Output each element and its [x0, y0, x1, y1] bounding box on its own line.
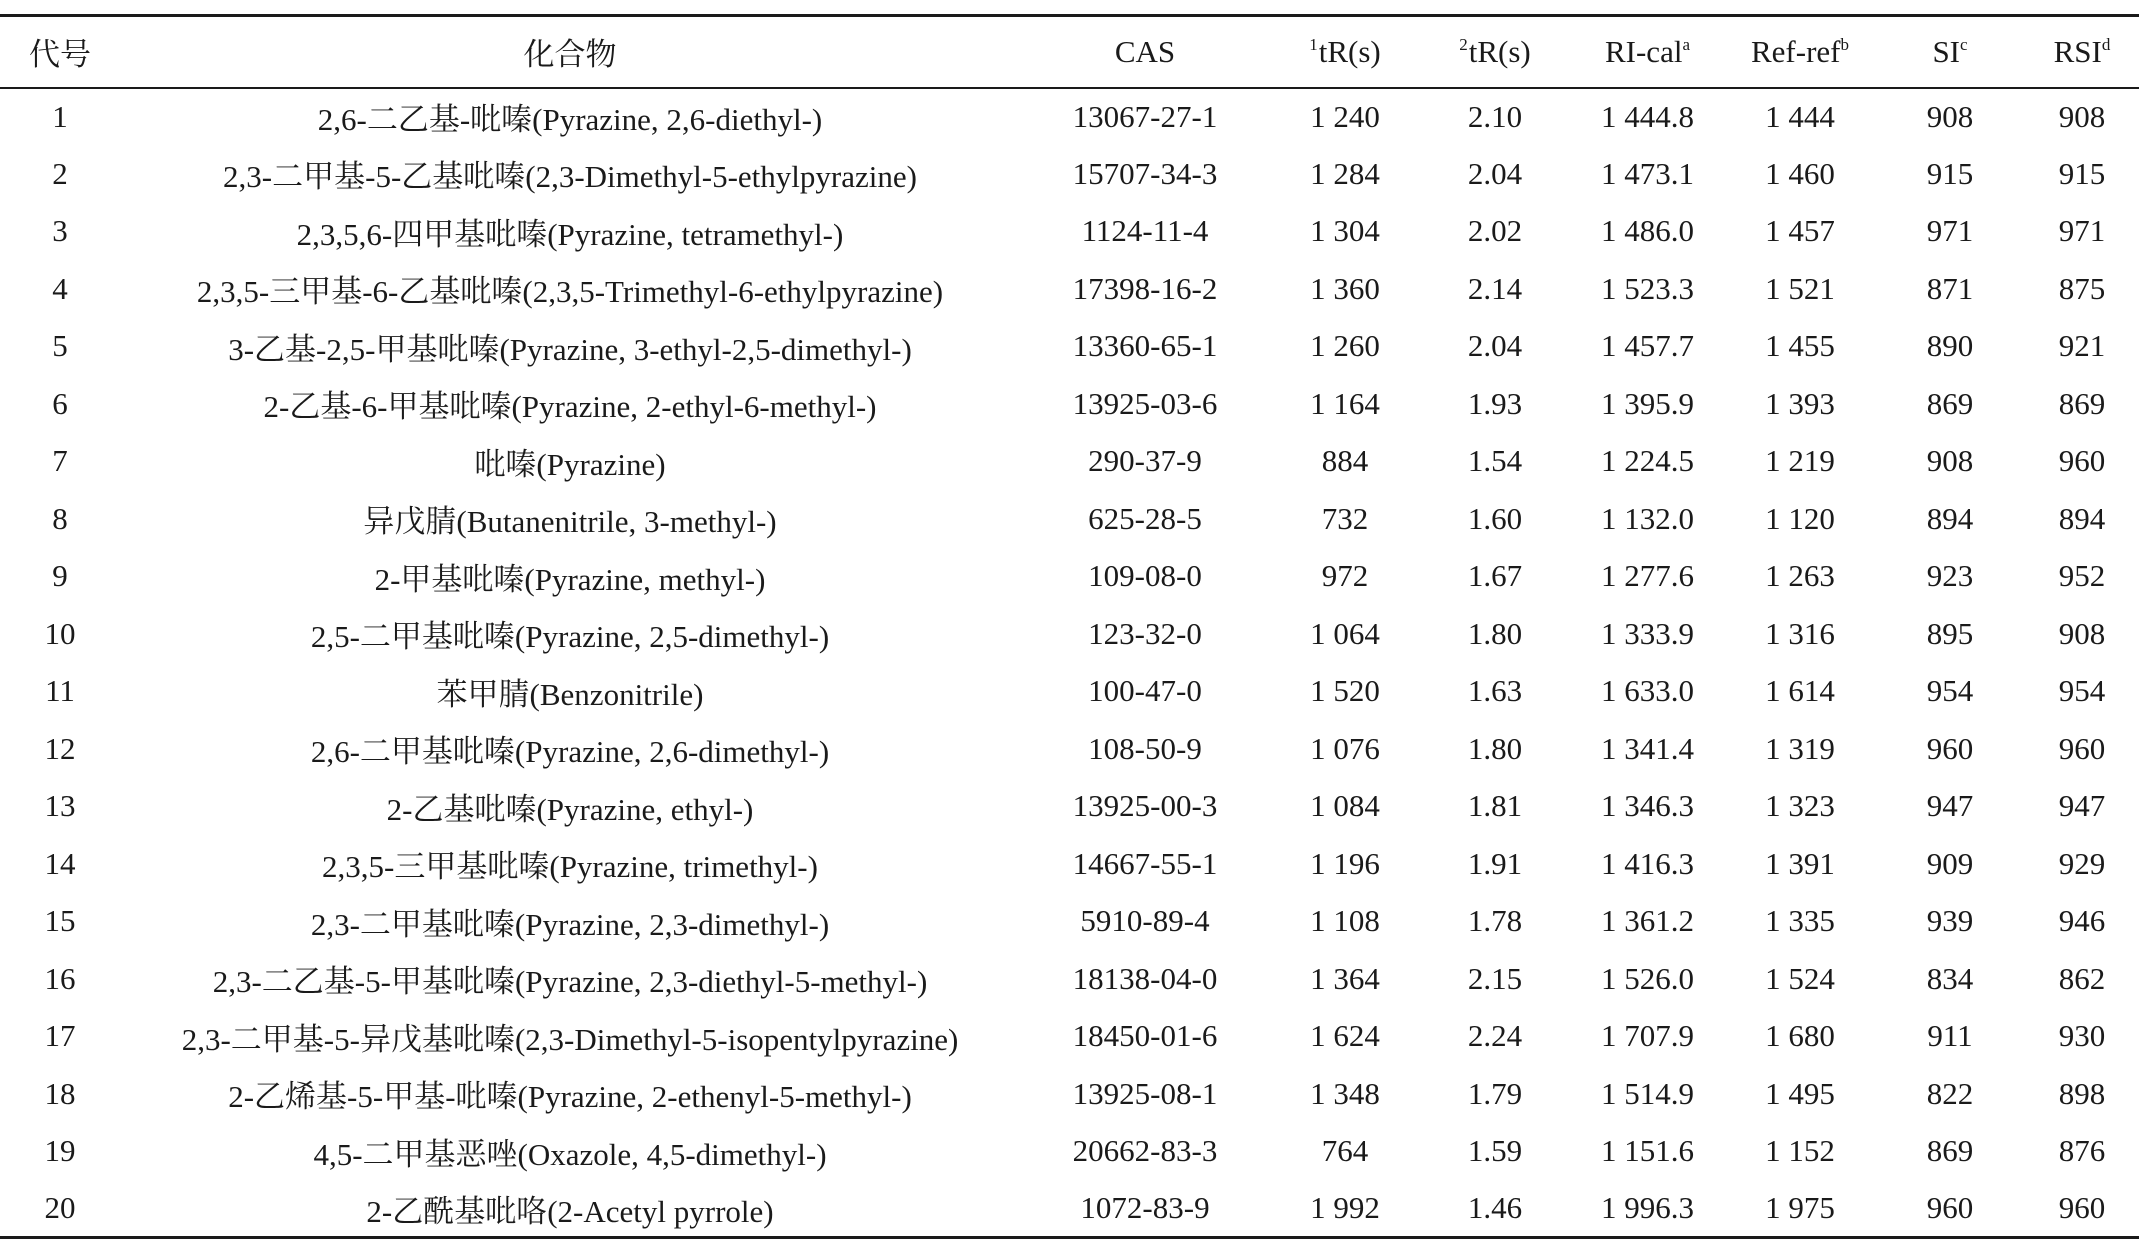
cell-cas: 18138-04-0: [1072, 960, 1218, 996]
cell-cas: 1072-83-9: [1020, 1180, 1270, 1238]
table-row: [0, 1180, 2139, 1238]
cell-rsi: 947: [2058, 788, 2106, 824]
cell-ri-cal: 1 132.0: [1601, 500, 1694, 536]
header-ri-cal: [1570, 16, 1725, 88]
cell-ri-cal: 1 633.0: [1601, 673, 1694, 709]
cell-code: 14: [44, 845, 76, 881]
cell-cas: 18450-01-6: [1072, 1018, 1218, 1054]
cell-cas: 13360-65-1: [1072, 328, 1218, 364]
cell-cas: 625-28-5: [1088, 500, 1202, 536]
cell-cas: 123-32-0: [1088, 615, 1202, 651]
cell-compound: 3-乙基-2,5-甲基吡嗪(Pyrazine, 3-ethyl-2,5-dimethyl-): [228, 331, 912, 367]
header-ref-ref: [1725, 16, 1875, 88]
cell-cas: 14667-55-1: [1072, 845, 1218, 881]
cell-second-retention-time: 2.04: [1467, 328, 1523, 364]
cell-ref-ref: 1 614: [1765, 673, 1835, 709]
cell-si: 908: [1926, 98, 1974, 134]
header-code: 代号: [0, 16, 120, 88]
cell-ref-ref: 1 444: [1765, 98, 1835, 134]
cell-second-retention-time: 2.24: [1467, 1018, 1523, 1054]
table-row: [0, 663, 2139, 721]
cell-rsi: 894: [2058, 500, 2106, 536]
cell-second-retention-time: 1.80: [1467, 615, 1523, 651]
header-second-retention-time: [1420, 16, 1570, 88]
cell-rsi: 930: [2058, 1018, 2106, 1054]
table-row: [0, 548, 2139, 606]
cell-code: 6: [52, 385, 68, 421]
cell-cas: 17398-16-2: [1072, 270, 1218, 306]
cell-code: 19: [44, 1133, 76, 1169]
cell-rsi: 908: [2058, 98, 2106, 134]
cell-first-retention-time: 1 520: [1310, 673, 1380, 709]
cell-first-retention-time: 1 076: [1310, 730, 1380, 766]
cell-ri-cal: 1 395.9: [1601, 385, 1694, 421]
cell-cas: 13067-27-1: [1072, 98, 1218, 134]
cell-first-retention-time: 1 348: [1310, 1075, 1380, 1111]
header-si-note: c: [1960, 34, 1968, 54]
cell-first-retention-time: 1 304: [1310, 213, 1380, 249]
cell-first-retention-time: 1 064: [1310, 615, 1380, 651]
cell-rsi: 915: [2058, 155, 2106, 191]
cell-ri-cal: 1 224.5: [1601, 443, 1694, 479]
cell-cas: 1124-11-4: [1081, 213, 1209, 249]
cell-code: 11: [45, 673, 75, 709]
cell-first-retention-time: 1 624: [1310, 1018, 1380, 1054]
cell-ref-ref: 1 335: [1765, 903, 1835, 939]
cell-si: 939: [1926, 903, 1974, 939]
cell-compound: 2,6-二乙基-吡嗪(Pyrazine, 2,6-diethyl-): [317, 102, 823, 138]
cell-si: 971: [1926, 213, 1974, 249]
cell-first-retention-time: 1 992: [1270, 1180, 1420, 1238]
cell-first-retention-time: 732: [1321, 500, 1369, 536]
cell-si: 909: [1926, 845, 1974, 881]
cell-compound: 2-乙基-6-甲基吡嗪(Pyrazine, 2-ethyl-6-methyl-): [263, 389, 877, 425]
cell-ri-cal: 1 361.2: [1601, 903, 1694, 939]
cell-compound: 2,5-二甲基吡嗪(Pyrazine, 2,5-dimethyl-): [310, 619, 830, 655]
cell-compound: 2-乙酰基吡咯(2-Acetyl pyrrole): [120, 1180, 1020, 1238]
table-row: [0, 1123, 2139, 1181]
cell-rsi: 954: [2058, 673, 2106, 709]
cell-si: 869: [1926, 385, 1974, 421]
cell-code: 8: [52, 500, 68, 536]
header-first-retention-time-label: tR(s): [1318, 33, 1381, 69]
cell-compound: 吡嗪(Pyrazine): [474, 446, 666, 482]
cell-second-retention-time: 1.63: [1467, 673, 1523, 709]
cell-si: 894: [1926, 500, 1974, 536]
cell-si: 908: [1926, 443, 1974, 479]
header-compound: 化合物: [120, 16, 1020, 88]
cell-rsi: 908: [2058, 615, 2106, 651]
cell-code: 2: [52, 155, 68, 191]
cell-ref-ref: 1 316: [1765, 615, 1835, 651]
cell-first-retention-time: 1 240: [1310, 98, 1380, 134]
table-row: [0, 778, 2139, 836]
table-row: [0, 1065, 2139, 1123]
table-header: [0, 16, 2139, 88]
cell-compound: 2,3,5,6-四甲基吡嗪(Pyrazine, tetramethyl-): [296, 216, 844, 252]
cell-si: 915: [1926, 155, 1974, 191]
cell-first-retention-time: 1 260: [1310, 328, 1380, 364]
cell-second-retention-time: 1.78: [1467, 903, 1523, 939]
cell-compound: 2,3-二甲基-5-乙基吡嗪(2,3-Dimethyl-5-ethylpyrazine): [223, 159, 917, 195]
cell-first-retention-time: 764: [1321, 1133, 1369, 1169]
cell-ri-cal: 1 333.9: [1601, 615, 1694, 651]
cell-second-retention-time: 1.59: [1467, 1133, 1523, 1169]
table-row: [0, 88, 2139, 146]
cell-code: 9: [52, 558, 68, 594]
cell-first-retention-time: 1 108: [1310, 903, 1380, 939]
cell-cas: 13925-00-3: [1072, 788, 1218, 824]
cell-code: 5: [52, 328, 68, 364]
cell-ri-cal: 1 523.3: [1601, 270, 1694, 306]
table-row: [0, 375, 2139, 433]
table-row: [0, 433, 2139, 491]
cell-second-retention-time: 1.91: [1467, 845, 1523, 881]
cell-second-retention-time: 1.67: [1467, 558, 1523, 594]
cell-ri-cal: 1 486.0: [1601, 213, 1694, 249]
cell-code: 12: [44, 730, 76, 766]
cell-first-retention-time: 1 364: [1310, 960, 1380, 996]
header-rsi: [2025, 16, 2139, 88]
cell-rsi: 898: [2058, 1075, 2106, 1111]
cell-code: 15: [44, 903, 76, 939]
cell-ref-ref: 1 495: [1765, 1075, 1835, 1111]
table-row: [0, 835, 2139, 893]
header-ref-ref-note: b: [1840, 34, 1849, 54]
cell-cas: 13925-08-1: [1072, 1075, 1218, 1111]
header-rsi-label: RSI: [2053, 33, 2102, 69]
cell-compound: 2,3,5-三甲基吡嗪(Pyrazine, trimethyl-): [322, 849, 818, 885]
cell-cas: 290-37-9: [1088, 443, 1202, 479]
top-spacing: [0, 0, 2139, 14]
cell-ri-cal: 1 707.9: [1601, 1018, 1694, 1054]
cell-ref-ref: 1 323: [1765, 788, 1835, 824]
cell-compound: 苯甲腈(Benzonitrile): [436, 676, 704, 712]
cell-code: 13: [44, 788, 76, 824]
cell-compound: 4,5-二甲基恶唑(Oxazole, 4,5-dimethyl-): [313, 1136, 827, 1172]
cell-ref-ref: 1 524: [1765, 960, 1835, 996]
cell-cas: 13925-03-6: [1072, 385, 1218, 421]
cell-second-retention-time: 2.04: [1467, 155, 1523, 191]
cell-second-retention-time: 2.10: [1467, 98, 1523, 134]
cell-ri-cal: 1 996.3: [1570, 1180, 1725, 1238]
cell-compound: 异戊腈(Butanenitrile, 3-methyl-): [363, 504, 777, 540]
cell-second-retention-time: 1.46: [1420, 1180, 1570, 1238]
cell-code: 18: [44, 1075, 76, 1111]
cell-ref-ref: 1 120: [1765, 500, 1835, 536]
table-row: [0, 260, 2139, 318]
cell-rsi: 960: [2058, 730, 2106, 766]
cell-first-retention-time: 1 084: [1310, 788, 1380, 824]
cell-rsi: 952: [2058, 558, 2106, 594]
cell-first-retention-time: 1 164: [1310, 385, 1380, 421]
cell-second-retention-time: 2.02: [1467, 213, 1523, 249]
cell-ri-cal: 1 514.9: [1601, 1075, 1694, 1111]
cell-ref-ref: 1 521: [1765, 270, 1835, 306]
table-row: [0, 490, 2139, 548]
cell-cas: 20662-83-3: [1072, 1133, 1218, 1169]
cell-compound: 2,3-二乙基-5-甲基吡嗪(Pyrazine, 2,3-diethyl-5-methyl-): [212, 964, 928, 1000]
cell-rsi: 971: [2058, 213, 2106, 249]
cell-ri-cal: 1 457.7: [1601, 328, 1694, 364]
cell-ri-cal: 1 151.6: [1601, 1133, 1694, 1169]
cell-si: 890: [1926, 328, 1974, 364]
cell-rsi: 921: [2058, 328, 2106, 364]
cell-compound: 2-乙烯基-5-甲基-吡嗪(Pyrazine, 2-ethenyl-5-methyl-): [228, 1079, 912, 1115]
cell-code: 1: [52, 98, 68, 134]
cell-second-retention-time: 1.80: [1467, 730, 1523, 766]
table-row: [0, 893, 2139, 951]
cell-compound: 2,6-二甲基吡嗪(Pyrazine, 2,6-dimethyl-): [310, 734, 830, 770]
header-row: [0, 16, 2139, 88]
cell-si: 869: [1926, 1133, 1974, 1169]
cell-code: 3: [52, 213, 68, 249]
table-row: [0, 203, 2139, 261]
cell-ri-cal: 1 277.6: [1601, 558, 1694, 594]
header-second-retention-time-label: tR(s): [1468, 33, 1531, 69]
cell-si: 834: [1926, 960, 1974, 996]
cell-first-retention-time: 972: [1321, 558, 1369, 594]
cell-cas: 15707-34-3: [1072, 155, 1218, 191]
cell-second-retention-time: 1.54: [1467, 443, 1523, 479]
cell-si: 947: [1926, 788, 1974, 824]
cell-cas: 109-08-0: [1088, 558, 1202, 594]
cell-ri-cal: 1 526.0: [1601, 960, 1694, 996]
cell-second-retention-time: 1.60: [1467, 500, 1523, 536]
cell-si: 960: [1875, 1180, 2025, 1238]
header-si-label: SI: [1932, 33, 1961, 69]
cell-ref-ref: 1 460: [1765, 155, 1835, 191]
header-ri-cal-note: a: [1682, 34, 1690, 54]
cell-code: 4: [52, 270, 68, 306]
header-first-retention-time: [1270, 16, 1420, 88]
header-ref-ref-label: Ref-ref: [1751, 33, 1841, 69]
cell-compound: 2,3-二甲基吡嗪(Pyrazine, 2,3-dimethyl-): [310, 906, 830, 942]
cell-first-retention-time: 884: [1321, 443, 1369, 479]
cell-ref-ref: 1 393: [1765, 385, 1835, 421]
cell-ref-ref: 1 680: [1765, 1018, 1835, 1054]
cell-compound: 2-甲基吡嗪(Pyrazine, methyl-): [374, 561, 766, 597]
header-ri-cal-label: RI-cal: [1604, 33, 1683, 69]
cell-rsi: 960: [2025, 1180, 2139, 1238]
cell-code: 7: [52, 443, 68, 479]
table-row: [0, 720, 2139, 778]
cell-ri-cal: 1 341.4: [1601, 730, 1694, 766]
cell-cas: 108-50-9: [1088, 730, 1202, 766]
cell-compound: 2,3,5-三甲基-6-乙基吡嗪(2,3,5-Trimethyl-6-ethylpyrazine): [196, 274, 944, 310]
cell-second-retention-time: 2.14: [1467, 270, 1523, 306]
cell-rsi: 876: [2058, 1133, 2106, 1169]
cell-si: 871: [1926, 270, 1974, 306]
cell-code: 20: [0, 1180, 120, 1238]
cell-ri-cal: 1 346.3: [1601, 788, 1694, 824]
cell-ref-ref: 1 263: [1765, 558, 1835, 594]
table-row: [0, 1008, 2139, 1066]
header-rsi-note: d: [2101, 34, 2111, 54]
cell-first-retention-time: 1 196: [1310, 845, 1380, 881]
table-row: [0, 605, 2139, 663]
header-first-retention-time-dim: 1: [1309, 34, 1318, 54]
cell-ri-cal: 1 473.1: [1601, 155, 1694, 191]
cell-first-retention-time: 1 284: [1310, 155, 1380, 191]
table-row: [0, 145, 2139, 203]
cell-cas: 5910-89-4: [1080, 903, 1210, 939]
header-second-retention-time-dim: 2: [1459, 34, 1468, 54]
cell-ri-cal: 1 416.3: [1601, 845, 1694, 881]
cell-cas: 100-47-0: [1088, 673, 1202, 709]
cell-second-retention-time: 1.81: [1467, 788, 1523, 824]
cell-si: 895: [1926, 615, 1974, 651]
cell-rsi: 946: [2058, 903, 2106, 939]
cell-ref-ref: 1 152: [1765, 1133, 1835, 1169]
cell-code: 16: [44, 960, 76, 996]
cell-ref-ref: 1 319: [1765, 730, 1835, 766]
cell-rsi: 929: [2058, 845, 2106, 881]
header-cas: CAS: [1020, 16, 1270, 88]
table-row: [0, 318, 2139, 376]
cell-rsi: 875: [2058, 270, 2106, 306]
cell-ref-ref: 1 457: [1765, 213, 1835, 249]
cell-compound: 2,3-二甲基-5-异戊基吡嗪(2,3-Dimethyl-5-isopentylpyrazine): [181, 1021, 959, 1057]
cell-si: 911: [1927, 1018, 1973, 1054]
cell-rsi: 960: [2058, 443, 2106, 479]
cell-ref-ref: 1 455: [1765, 328, 1835, 364]
cell-second-retention-time: 2.15: [1467, 960, 1523, 996]
cell-compound: 2-乙基吡嗪(Pyrazine, ethyl-): [386, 791, 754, 827]
cell-code: 10: [44, 615, 76, 651]
cell-ref-ref: 1 391: [1765, 845, 1835, 881]
cell-rsi: 862: [2058, 960, 2106, 996]
cell-code: 17: [44, 1018, 76, 1054]
table-body: [0, 88, 2139, 1238]
compound-table: [0, 14, 2139, 1239]
cell-si: 923: [1926, 558, 1974, 594]
cell-si: 822: [1926, 1075, 1974, 1111]
cell-ref-ref: 1 975: [1725, 1180, 1875, 1238]
header-si: [1875, 16, 2025, 88]
cell-si: 960: [1926, 730, 1974, 766]
cell-si: 954: [1926, 673, 1974, 709]
cell-second-retention-time: 1.93: [1467, 385, 1523, 421]
cell-ri-cal: 1 444.8: [1601, 98, 1694, 134]
cell-ref-ref: 1 219: [1765, 443, 1835, 479]
cell-second-retention-time: 1.79: [1467, 1075, 1523, 1111]
table-row: [0, 950, 2139, 1008]
cell-first-retention-time: 1 360: [1310, 270, 1380, 306]
cell-rsi: 869: [2058, 385, 2106, 421]
